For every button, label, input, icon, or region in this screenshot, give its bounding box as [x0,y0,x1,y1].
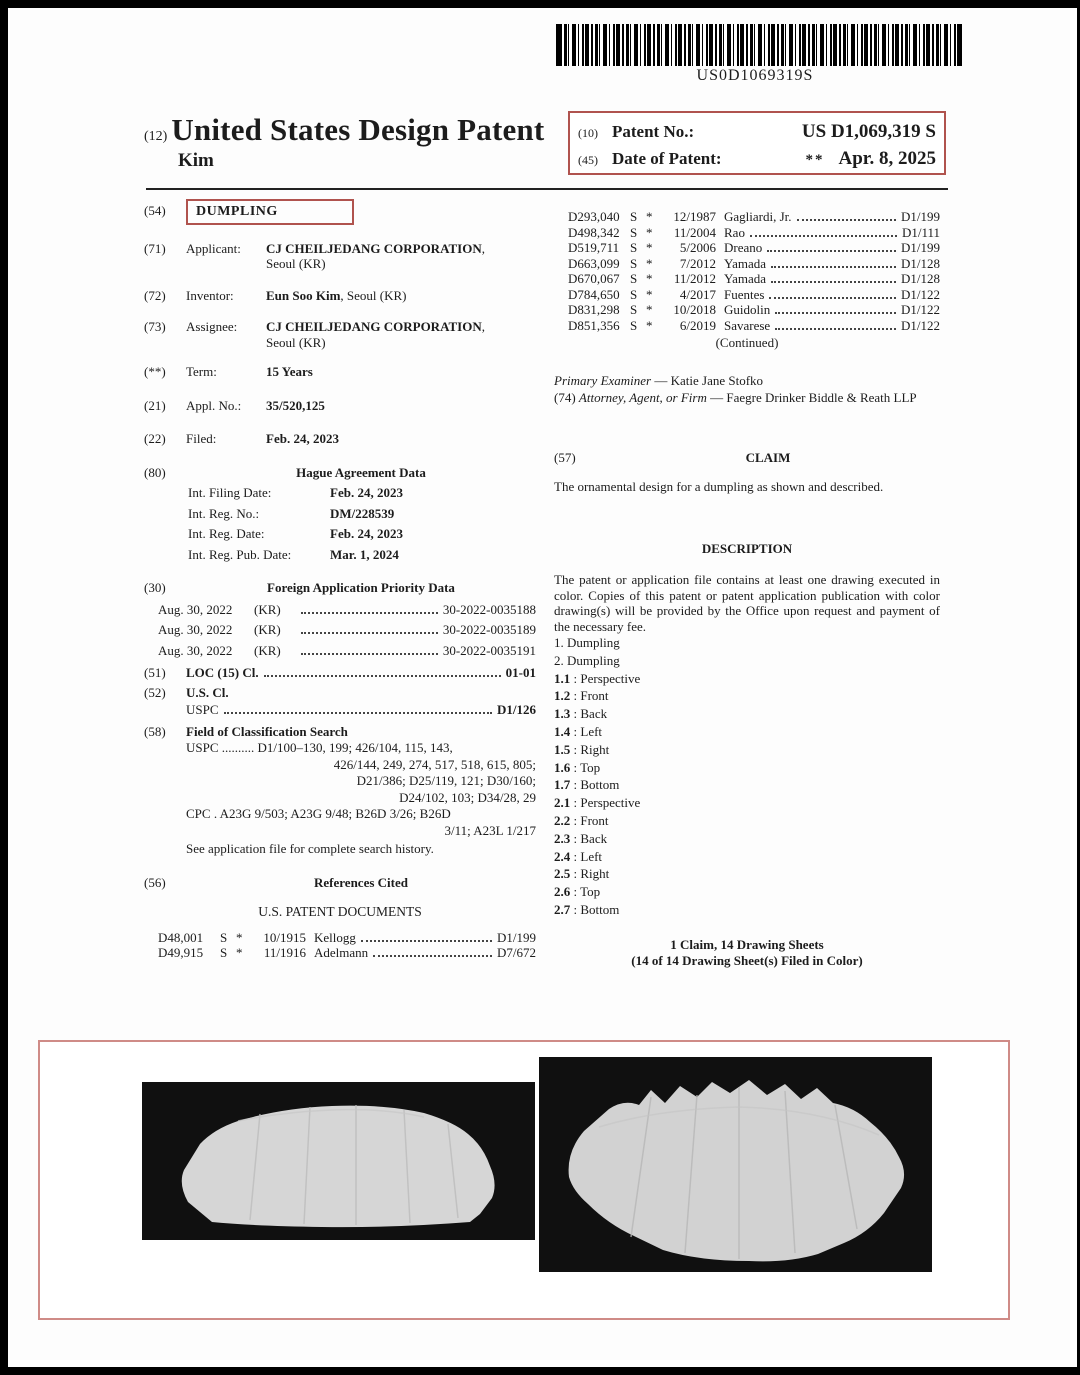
ref-star: * [236,945,243,960]
us-cl-label: U.S. Cl. [186,684,229,700]
priority-row [158,643,536,659]
reference-row [568,225,940,241]
ref-star: * [646,209,653,224]
uspc-label: USPC [186,702,219,717]
view-item [554,794,940,812]
field-code-57: (57) [554,449,576,465]
dot-leader [264,675,501,677]
priority-row [158,602,536,618]
view-label: Bottom [580,901,620,917]
ref-date: 4/2017 [679,286,716,302]
filed-label: Filed: [186,431,217,446]
description-text: The patent or application file contains at least one drawing executed in color. Copies of this patent or patent application publication with color drawing(s) will be provided by the Office upon request and payment of the necessary fee. [554,572,940,634]
priority-country: (KR) [254,601,281,617]
ref-star: * [646,286,653,302]
field-search-heading: Field of Classification Search [186,723,348,739]
view-item [554,687,940,705]
ref-star: * [646,302,653,317]
assignee-location: , Seoul (KR) [266,319,485,350]
ref-kind: S [630,271,638,286]
loc-value: 01-01 [505,665,536,680]
view-label: Left [580,848,603,864]
view-item [554,759,940,777]
ref-number: D498,342 [568,224,620,240]
hague-row-label: Int. Reg. Date: [188,526,265,541]
field-search-body [186,740,536,857]
hague-row-label: Int. Filing Date: [188,485,272,500]
ref-number: D663,099 [568,255,620,271]
right-references-table [554,209,940,333]
field-code-51: (51) [144,665,166,680]
dot-leader [767,250,896,252]
left-references-table [144,930,536,961]
ref-date: 5/2006 [679,240,716,255]
priority-date: Aug. 30, 2022 [158,601,233,617]
claim-text: The ornamental design for a dumpling as shown and described. [554,479,884,494]
ref-star: * [646,240,653,255]
ref-kind: S [630,302,638,317]
view-number: 1.1 [554,670,571,686]
us-patent-documents-subheading: U.S. PATENT DOCUMENTS [258,904,422,919]
view-item [554,830,940,848]
dot-leader [769,297,896,299]
ref-number: D784,650 [568,286,620,302]
inventor-location: , Seoul (KR) [340,287,407,303]
ref-star: * [646,317,653,333]
view-item [554,901,940,919]
term-label: Term: [186,364,217,379]
hague-heading: Hague Agreement Data [296,464,426,480]
ref-date: 10/1915 [263,929,306,945]
dot-leader [771,266,896,268]
priority-number: 30-2022-0035188 [442,601,536,617]
dot-leader [373,955,492,957]
field-code-30: (30) [144,580,166,595]
view-label: Right [580,866,610,882]
dumpling-front-photo [142,1082,535,1240]
view-number: 1.2 [554,688,571,704]
ref-date: 7/2012 [679,255,716,271]
ref-number: D670,067 [568,271,620,286]
ref-name: Yamada [724,271,767,286]
term-asterisks: ** [805,152,825,168]
view-number: 2.2 [554,812,571,828]
claim-heading-row [554,450,940,466]
reference-row [568,209,940,225]
field-code-52: (52) [144,684,166,700]
field-code-45: (45) [578,153,598,167]
continued-note: (Continued) [715,335,779,350]
view-separator: : [573,777,578,793]
ref-kind: S [630,209,638,224]
reference-row [568,271,940,287]
inventor-name: Eun Soo Kim [266,287,341,303]
view-item [554,883,940,901]
ref-class: D1/128 [901,255,940,271]
ref-class: D1/199 [497,929,536,945]
us-class-row [144,685,536,701]
hague-rows [144,485,536,562]
dot-leader [775,328,896,330]
ref-name: Guidolin [724,302,771,317]
figure-list-item: 2. Dumpling [554,652,620,668]
design-title-row [144,203,536,225]
ref-date: 10/2018 [673,302,716,317]
dot-leader [224,712,492,714]
figure-list-item: 1. Dumpling [554,635,620,650]
application-number-row [144,398,536,414]
ref-date: 11/1916 [263,945,306,960]
ref-name: Kellogg [314,929,356,945]
reference-row [568,287,940,303]
view-separator: : [573,706,578,722]
view-number: 2.3 [554,830,571,846]
ref-star: * [646,224,653,240]
view-item [554,705,940,723]
ref-name: Adelmann [314,945,369,960]
hague-row [188,485,536,501]
patent-number-box [568,111,946,175]
view-separator: : [573,884,578,900]
view-separator: : [573,688,578,704]
field-cpc-cont-line: 3/11; A23L 1/217 [444,822,536,838]
view-separator: : [573,901,578,917]
inventor-label: Inventor: [186,287,234,303]
date-of-patent-label: Date of Patent: [612,149,722,168]
priority-rows [144,602,536,659]
reference-row [568,318,940,334]
patent-document-page [8,8,1077,1367]
filed-value: Feb. 24, 2023 [266,431,339,446]
applicant-name: CJ CHEILJEDANG CORPORATION [266,240,482,256]
view-label: Front [580,812,609,828]
inventor-row [144,288,536,304]
field-code-58: (58) [144,723,166,739]
view-number: 2.6 [554,884,571,900]
view-label: Bottom [580,777,620,793]
ref-kind: S [630,255,638,271]
attorney-name: — Faegre Drinker Biddle & Reath LLP [706,390,917,405]
ref-date: 12/1987 [673,209,716,224]
field-code-73: (73) [144,319,166,334]
dot-leader [750,235,897,237]
header-divider [146,188,948,190]
view-separator: : [573,866,578,882]
dot-leader [361,940,492,942]
loc-class-row [144,665,536,681]
ref-kind: S [630,224,638,240]
field-uspc-cont-line: D21/386; D25/119, 121; D30/160; [356,773,536,788]
view-separator: : [573,795,578,811]
patent-no-value: US D1,069,319 S [801,121,936,142]
ref-number: D49,915 [158,945,204,960]
claim-heading: CLAIM [745,449,791,465]
view-number: 2.7 [554,901,571,917]
view-number: 2.1 [554,795,571,811]
applicant-row [144,241,536,272]
hague-heading-row [144,465,536,481]
filed-row [144,431,536,447]
applicant-location: , Seoul (KR) [266,240,485,271]
ref-kind: S [630,240,638,255]
appl-no-value: 35/520,125 [266,397,325,413]
field-uspc-line: USPC .......... D1/100–130, 199; 426/104, 115, 143, [186,740,453,755]
view-separator: : [573,741,578,757]
patent-no-label: Patent No.: [612,122,695,141]
priority-number: 30-2022-0035189 [442,622,536,637]
hague-row [188,506,536,522]
reference-row [158,945,536,961]
ref-number: D48,001 [158,929,204,945]
view-label: Top [580,759,601,775]
right-column [554,201,940,970]
barcode-bars-icon [556,24,962,66]
loc-label: LOC (15) Cl. [186,665,259,680]
ref-class: D1/122 [901,286,940,302]
field-code-71: (71) [144,240,166,256]
references-heading: References Cited [314,874,408,890]
dumpling-perspective-photo [539,1057,932,1272]
view-separator: : [573,812,578,828]
hague-row [188,547,536,563]
date-of-patent-value: Apr. 8, 2025 [838,148,936,169]
view-item [554,865,940,883]
ref-number: D519,711 [568,240,620,255]
primary-examiner-name: — Katie Jane Stofko [651,372,764,388]
hague-row-value: Mar. 1, 2024 [330,546,399,562]
applicant-label: Applicant: [186,240,241,256]
priority-date: Aug. 30, 2022 [158,642,233,658]
ref-date: 6/2019 [679,317,716,333]
priority-date: Aug. 30, 2022 [158,622,233,637]
hague-row-label: Int. Reg. Pub. Date: [188,546,292,562]
field-code-10: (10) [578,126,598,140]
field-search-heading-row [144,724,536,740]
primary-examiner-label: Primary Examiner [554,372,652,388]
field-code-74: (74) [554,390,576,405]
ref-kind: S [630,286,638,302]
ref-kind: S [220,929,228,945]
ref-class: D1/199 [901,240,940,255]
field-code-22: (22) [144,431,166,446]
date-of-patent-row [578,146,936,173]
design-title: DUMPLING [186,199,354,225]
attorney-line [554,390,940,406]
ref-name: Rao [724,224,745,240]
dot-leader [797,219,896,221]
ref-name: Dreano [724,240,763,255]
view-label: Back [580,830,608,846]
view-separator: : [573,670,578,686]
ref-name: Gagliardi, Jr. [724,209,792,224]
view-separator: : [573,830,578,846]
ref-date: 11/2012 [673,271,716,286]
priority-country: (KR) [254,642,281,658]
reference-row [158,930,536,946]
ref-class: D1/199 [901,209,940,224]
term-value: 15 Years [266,364,313,379]
barcode-text: US0D1069319S [696,67,814,84]
view-label: Right [580,741,610,757]
term-row [144,364,536,380]
ref-class: D1/111 [901,224,940,240]
reference-row [568,302,940,318]
ref-class: D1/128 [901,271,940,286]
priority-row [158,622,536,638]
field-code-54: (54) [144,203,166,218]
left-column [144,201,536,961]
ref-star: * [646,255,653,271]
ref-star: * [646,271,653,286]
view-number: 1.3 [554,706,571,722]
assignee-row [144,319,536,350]
figure-box [38,1040,1010,1320]
document-title-block [144,112,564,172]
uspc-value: D1/126 [497,702,536,717]
ref-number: D293,040 [568,209,620,224]
field-cpc-continuation [186,823,536,839]
view-label: Front [580,688,609,704]
description-heading: DESCRIPTION [701,540,793,556]
view-number: 2.4 [554,848,571,864]
hague-row-value: DM/228539 [330,505,395,521]
hague-row-value: Feb. 24, 2023 [330,526,403,541]
document-title: United States Design Patent [171,112,545,147]
ref-kind: S [630,317,638,333]
ref-class: D1/122 [901,317,940,333]
view-label: Perspective [580,795,641,811]
priority-heading-row [144,580,536,596]
field-code-72: (72) [144,287,166,303]
reference-row [568,240,940,256]
priority-heading: Foreign Application Priority Data [267,580,455,595]
field-uspc-continuation [186,757,536,806]
view-item [554,848,940,866]
view-number: 1.7 [554,777,571,793]
sheets-summary [554,937,940,970]
field-code-80: (80) [144,464,166,480]
view-label: Top [580,884,601,900]
uspc-row [186,702,536,718]
view-separator: : [573,759,578,775]
view-item [554,776,940,794]
references-heading-row [144,875,536,891]
dot-leader [301,653,438,655]
view-number: 1.6 [554,759,571,775]
sheets-line-2: (14 of 14 Drawing Sheet(s) Filed in Color) [631,953,863,969]
view-label: Perspective [580,670,641,686]
dot-leader [771,281,896,283]
sheets-line-1: 1 Claim, 14 Drawing Sheets [670,936,824,952]
attorney-label: Attorney, Agent, or Firm [578,390,707,405]
field-code-21: (21) [144,397,166,413]
view-separator: : [573,723,578,739]
view-separator: : [573,848,578,864]
ref-date: 11/2004 [673,224,716,240]
field-cpc-line: CPC . A23G 9/503; A23G 9/48; B26D 3/26; B26D [186,806,451,821]
field-code-term: (**) [144,364,166,379]
hague-row-label: Int. Reg. No.: [188,505,260,521]
view-label: Left [580,723,603,739]
ref-name: Fuentes [724,286,765,302]
patent-no-row [578,119,936,146]
ref-kind: S [220,945,228,960]
dot-leader [775,312,896,314]
ref-name: Savarese [724,317,771,333]
field-uspc-cont-line: D24/102, 103; D34/28, 29 [399,789,536,805]
ref-name: Yamada [724,255,767,271]
view-label: Back [580,706,608,722]
ref-class: D7/672 [497,945,536,960]
ref-number: D831,298 [568,302,620,317]
view-item [554,670,940,688]
views-list [554,670,940,919]
view-item [554,812,940,830]
view-item [554,741,940,759]
ref-number: D851,356 [568,317,620,333]
hague-row [188,526,536,542]
priority-country: (KR) [254,622,281,637]
view-number: 1.5 [554,741,571,757]
search-history-note: See application file for complete search history. [186,841,434,856]
primary-examiner-line [554,373,940,389]
barcode [556,24,954,85]
field-uspc-cont-line: 426/144, 249, 274, 517, 518, 615, 805; [333,756,536,772]
view-item [554,723,940,741]
assignee-name: CJ CHEILJEDANG CORPORATION [266,319,482,334]
view-number: 1.4 [554,723,571,739]
ref-star: * [236,929,243,945]
field-code-12: (12) [144,129,168,144]
assignee-label: Assignee: [186,319,238,334]
reference-row [568,256,940,272]
priority-number: 30-2022-0035191 [442,642,536,658]
field-code-56: (56) [144,874,166,890]
hague-row-value: Feb. 24, 2023 [330,485,403,500]
dot-leader [301,612,438,614]
figure-list [554,634,940,670]
view-number: 2.5 [554,866,571,882]
appl-no-label: Appl. No.: [186,397,242,413]
inventor-surname: Kim [178,150,214,171]
dot-leader [301,632,438,634]
ref-class: D1/122 [901,302,940,317]
